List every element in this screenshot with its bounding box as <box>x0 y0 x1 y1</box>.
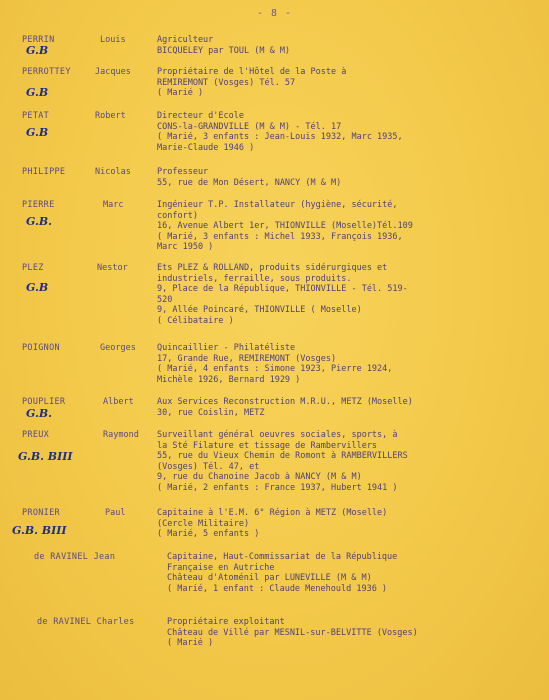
entry-line: ( Marié, 3 enfants : Jean-Louis 1932, Marc 1935, <box>157 132 403 143</box>
entry-line: Propriétaire exploitant <box>167 617 285 627</box>
entry-details <box>157 200 537 253</box>
entry-line: Ingénieur T.P. Installateur (hygiène, sécurité, <box>157 200 398 210</box>
entry-surname: PERRIN <box>22 35 55 45</box>
entry-line: ( Marié ) <box>167 638 214 649</box>
entry-line: Aux Services Reconstruction M.R.U., METZ (Moselle) <box>157 397 413 407</box>
entry-line: (Vosges) Tél. 47, et <box>157 461 260 472</box>
entry-line: Capitaine, Haut-Commissariat de la République <box>167 552 398 562</box>
entry-firstname: Marc <box>103 200 124 210</box>
entry-line: Propriétaire de l'Hôtel de la Poste à <box>157 67 347 77</box>
entry-line: ( Célibataire ) <box>157 315 234 326</box>
entry-firstname: Nicolas <box>95 167 131 177</box>
entry-line: ( Marié ) <box>157 88 204 99</box>
entry-line: 520 <box>157 294 173 305</box>
entry-line: 30, rue Coislin, METZ <box>157 407 265 418</box>
entry-line: 55, rue du Vieux Chemin de Romont à RAMBERVILLERS <box>157 451 408 462</box>
entry-details <box>157 35 537 56</box>
entry-details <box>167 552 547 594</box>
entry-line: ( Marié, 2 enfants : France 1937, Hubert 1941 ) <box>157 482 398 493</box>
entry-line: Surveillant général oeuvres sociales, sports, à <box>157 430 398 440</box>
entry-line: ( Marié, 4 enfants : Simone 1923, Pierre 1924, <box>157 364 393 375</box>
entry-details <box>167 617 547 649</box>
entry-line: Capitaine à l'E.M. 6° Région à METZ (Moselle) <box>157 508 388 518</box>
page-number: - 8 - <box>256 8 293 19</box>
entry-surname: de RAVINEL Jean <box>34 552 116 562</box>
entry-line: ( Marié, 1 enfant : Claude Menehould 1936 ) <box>167 583 388 594</box>
entry-line: 9, Place de la République, THIONVILLE - Tél. 519- <box>157 284 408 295</box>
entry-surname: PHILIPPE <box>22 167 66 177</box>
entry-line: Michèle 1926, Bernard 1929 ) <box>157 374 301 385</box>
entry-line: Marie-Claude 1946 ) <box>157 142 255 153</box>
entry-line: 9, rue du Chanoine Jacob à NANCY (M & M) <box>157 472 362 483</box>
entry-line: Agriculteur <box>157 35 214 45</box>
entry-line: Marc 1950 ) <box>157 242 214 253</box>
entry-firstname: Paul <box>105 508 126 518</box>
entry-firstname: Robert <box>95 111 126 121</box>
entry-line: ( Marié, 3 enfants : Michel 1933, François 1936, <box>157 231 403 242</box>
entry-firstname: Albert <box>103 397 134 407</box>
handwritten-annotation: G.B. BIII <box>18 450 73 463</box>
handwritten-annotation: G.B <box>26 126 49 139</box>
handwritten-annotation: G.B <box>26 281 49 294</box>
entry-surname: de RAVINEL Charles <box>37 617 135 627</box>
entry-line: ( Marié, 5 enfants ) <box>157 529 260 540</box>
entry-line: 17, Grande Rue, REMIREMONT (Vosges) <box>157 353 337 364</box>
entry-line: 55, rue de Mon Désert, NANCY (M & M) <box>157 177 342 188</box>
entry-line: CONS-la-GRANDVILLE (M & M) - Tél. 17 <box>157 121 342 132</box>
handwritten-annotation: G.B. <box>26 407 52 420</box>
entry-surname: PERROTTEY <box>22 67 71 77</box>
entry-details <box>157 397 537 418</box>
entry-line: 9, Allée Poincaré, THIONVILLE ( Moselle) <box>157 305 362 316</box>
entry-firstname: Nestor <box>97 263 128 273</box>
entry-details <box>157 343 537 385</box>
entry-line: Château d'Atoménil par LUNEVILLE (M & M) <box>167 573 372 584</box>
entry-firstname: Louis <box>100 35 126 45</box>
entry-details <box>157 508 537 540</box>
entry-line: Professeur <box>157 167 209 177</box>
entry-firstname: Georges <box>100 343 136 353</box>
entry-surname: PRONIER <box>22 508 60 518</box>
entry-surname: PETAT <box>22 111 50 121</box>
entry-surname: PLEZ <box>22 263 44 273</box>
entry-details <box>157 67 537 99</box>
entry-line: Directeur d'Ecole <box>157 111 244 121</box>
entry-details <box>157 430 537 494</box>
entry-line: 16, Avenue Albert 1er, THIONVILLE (Moselle)Tél.109 <box>157 221 413 232</box>
entry-line: REMIREMONT (Vosges) Tél. 57 <box>157 77 296 88</box>
entry-line: BICQUELEY par TOUL (M & M) <box>157 45 291 56</box>
entry-line: Ets PLEZ & ROLLAND, produits sidérurgiques et <box>157 263 388 273</box>
entry-surname: POIGNON <box>22 343 60 353</box>
entry-surname: PREUX <box>22 430 50 440</box>
entry-line: (Cercle Militaire) <box>157 518 250 529</box>
entry-details <box>157 167 537 188</box>
handwritten-annotation: G.B. BIII <box>12 524 67 537</box>
entry-details <box>157 263 537 327</box>
entry-firstname: Jacques <box>95 67 131 77</box>
handwritten-annotation: G.B. <box>26 215 52 228</box>
handwritten-annotation: G.B <box>26 86 49 99</box>
entry-line: la Sté Filature et tissage de Rambervillers <box>157 440 378 451</box>
entry-firstname: Raymond <box>103 430 139 440</box>
entry-line: confort) <box>157 210 198 221</box>
entry-surname: POUPLIER <box>22 397 66 407</box>
entry-line: Française en Autriche <box>167 562 275 573</box>
entry-details <box>157 111 537 153</box>
entry-line: industriels, ferraille, sous produits. <box>157 273 352 284</box>
entry-line: Quincaillier - Philatéliste <box>157 343 296 353</box>
entry-surname: PIERRE <box>22 200 55 210</box>
entry-line: Château de Villé par MESNIL-sur-BELVITTE (Vosges) <box>167 627 418 638</box>
handwritten-annotation: G.B <box>26 44 49 57</box>
